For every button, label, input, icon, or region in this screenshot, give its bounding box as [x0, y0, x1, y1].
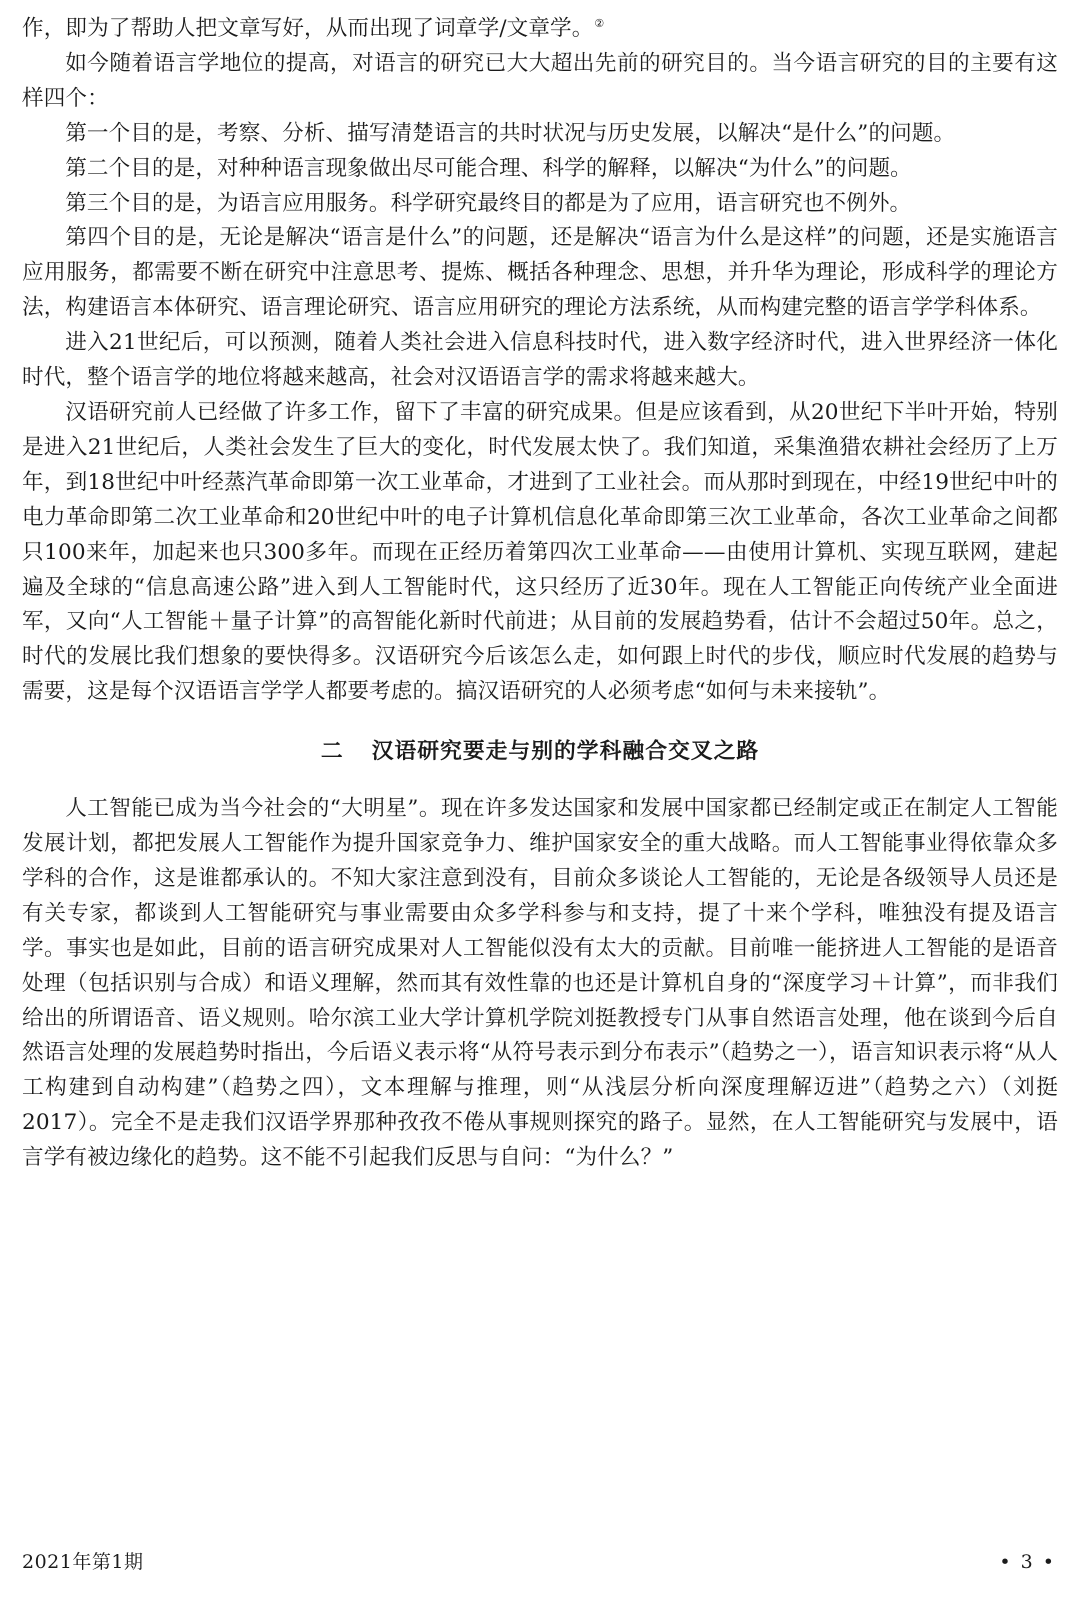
page-number: • 3 • — [999, 1551, 1056, 1573]
section-body — [22, 792, 1058, 1176]
page — [22, 12, 1058, 1552]
paragraph-text: 作，即为了帮助人把文章写好，从而出现了词章学/文章学。 — [22, 16, 594, 41]
section-heading — [22, 736, 1058, 768]
section-number: 二 — [320, 739, 344, 765]
paragraph: 人工智能已成为当今社会的“大明星”。现在许多发达国家和发展中国家都已经制定或正在制定人工智能发展计划，都把发展人工智能作为提升国家竞争力、维护国家安全的重大战略。而人工智能事业得依靠众多学科的合作，这是谁都承认的。不知大家注意到没有，目前众多谈论人工智能的，无论是各级领导人员还是有关专家，都谈到人工智能研究与事业需要由众多学科参与和支持，提了十来个学科，唯独没有提及语言学。事实也是如此，目前的语言研究成果对人工智能似没有太大的贡献。目前唯一能挤进人工智能的是语音处理（包括识别与合成）和语义理解，然而其有效性靠的也还是计算机自身的“深度学习＋计算”，而非我们给出的所谓语音、语义规则。哈尔滨工业大学计算机学院刘挺教授专门从事自然语言处理，他在谈到今后自然语言处理的发展趋势时指出，今后语义表示将“从符号表示到分布表示”（趋势之一），语言知识表示将“从人工构建到自动构建”（趋势之四），文本理解与推理，则“从浅层分析向深度理解迈进”（趋势之六）（刘挺2017）。完全不是走我们汉语学界那种孜孜不倦从事规则探究的路子。显然，在人工智能研究与发展中，语言学有被边缘化的趋势。这不能不引起我们反思与自问：“为什么？” — [22, 796, 1058, 1171]
page-footer — [22, 1548, 1056, 1576]
article-body — [22, 12, 1058, 710]
issue-label: 2021年第1期 — [22, 1551, 144, 1573]
footnote-marker[interactable]: ② — [594, 16, 605, 30]
section-title: 汉语研究要走与别的学科融合交叉之路 — [371, 739, 760, 765]
paragraph: 如今随着语言学地位的提高，对语言的研究已大大超出先前的研究目的。当今语言研究的目的主要有这样四个： — [22, 50, 1058, 111]
paragraph: 第四个目的是，无论是解决“语言是什么”的问题，还是解决“语言为什么是这样”的问题，还是实施语言应用服务，都需要不断在研究中注意思考、提炼、概括各种理念、思想，并升华为理论，形成科学的理论方法，构建语言本体研究、语言理论研究、语言应用研究的理论方法系统，从而构建完整的语言学学科体系。 — [22, 225, 1058, 321]
paragraph: 第一个目的是，考察、分析、描写清楚语言的共时状况与历史发展，以解决“是什么”的问题。 — [65, 120, 956, 146]
paragraph: 第二个目的是，对种种语言现象做出尽可能合理、科学的解释，以解决“为什么”的问题。 — [65, 155, 912, 181]
paragraph: 汉语研究前人已经做了许多工作，留下了丰富的研究成果。但是应该看到，从20世纪下半叶开始，特别是进入21世纪后，人类社会发生了巨大的变化，时代发展太快了。我们知道，采集渔猎农耕社会经历了上万年，到18世纪中叶经蒸汽革命即第一次工业革命，才进到了工业社会。而从那时到现在，中经19世纪中叶的电力革命即第二次工业革命和20世纪中叶的电子计算机信息化革命即第三次工业革命，各次工业革命之间都只100来年，加起来也只300多年。而现在正经历着第四次工业革命——由使用计算机、实现互联网，建起遍及全球的“信息高速公路”进入到人工智能时代，这只经历了近30年。现在人工智能正向传统产业全面进军，又向“人工智能＋量子计算”的高智能化新时代前进；从目前的发展趋势看，估计不会超过50年。总之，时代的发展比我们想象的要快得多。汉语研究今后该怎么走，如何跟上时代的步伐，顺应时代发展的趋势与需要，这是每个汉语语言学学人都要考虑的。搞汉语研究的人必须考虑“如何与未来接轨”。 — [22, 399, 1058, 705]
paragraph: 进入21世纪后，可以预测，随着人类社会进入信息科技时代，进入数字经济时代，进入世界经济一体化时代，整个语言学的地位将越来越高，社会对汉语语言学的需求将越来越大。 — [22, 330, 1058, 391]
paragraph: 第三个目的是，为语言应用服务。科学研究最终目的都是为了应用，语言研究也不例外。 — [65, 190, 912, 216]
paragraph-continuation — [22, 12, 1058, 47]
